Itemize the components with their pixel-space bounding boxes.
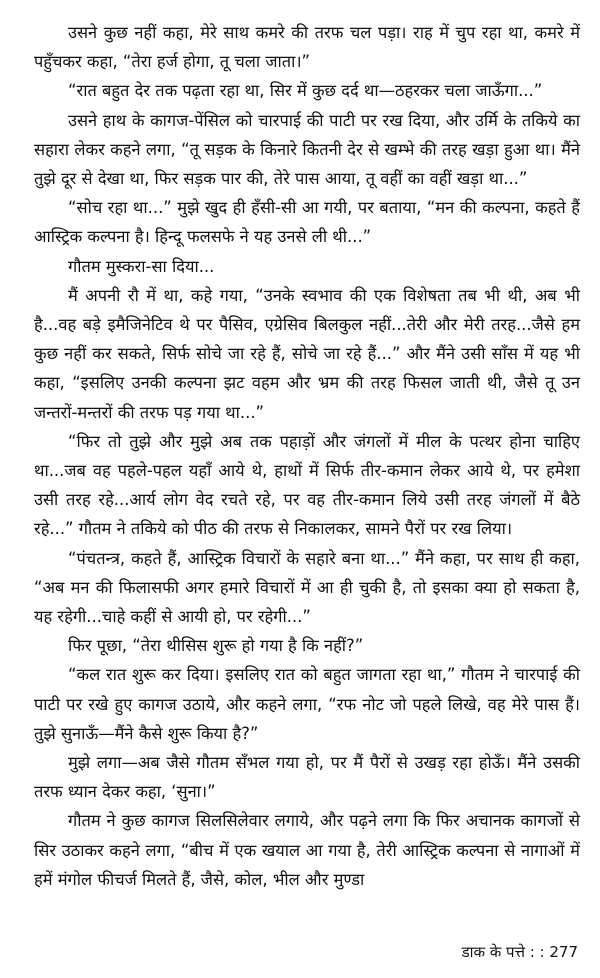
paragraph: गौतम मुस्करा-सा दिया... bbox=[68, 256, 215, 276]
paragraph: मैं अपनी रौ में था, कहे गया, “उनके स्वभाव की एक विशेषता तब भी थी, अब भी है...वह बड़े इमैजिनेटिव थे पर पैसिव, एग्रेसिव बिलकुल नहीं...तेरी और मेरी तरह...जैसे हम कुछ नहीं कर सकते, सिर्फ सोचे जा रहे हैं, सोचे जा रहे हैं...” और मैंने उसी साँस में यह भी कहा, “इसलिए उनकी कल्पना झट वहम और भ्रम की तरह फिसल जाती थी, जैसे तू उन जन्तरों-मन्तरों की तरफ पड़ गया था...” bbox=[34, 285, 580, 422]
body-text bbox=[34, 18, 580, 894]
paragraph: गौतम ने कुछ कागज सिलसिलेवार लगाये, और पढ़ने लगा कि फिर अचानक कागजों से सिर उठाकर कहने लगा, “बीच में एक खयाल आ गया है, तेरी आस्ट्रिक कल्पना से नागाओं में हमें मंगोल फीचर्ज मिलते हैं, जैसे, कोल, भील और मुण्डा bbox=[34, 811, 580, 889]
paragraph: फिर पूछा, “तेरा थीसिस शुरू हो गया है कि नहीं?” bbox=[68, 636, 364, 656]
paragraph: मुझे लगा—अब जैसे गौतम सँभल गया हो, पर मैं पैरों से उखड़ रहा होऊँ। मैंने उसकी तरफ ध्यान देकर कहा, ‘सुना।” bbox=[34, 753, 580, 802]
page-footer bbox=[462, 942, 578, 962]
running-title: डाक के पत्ते bbox=[461, 943, 525, 961]
footer-separator: : : bbox=[524, 943, 550, 961]
paragraph: “कल रात शुरू कर दिया। इसलिए रात को बहुत जागता रहा था,” गौतम ने चारपाई की पाटी पर रखे हुए कागज उठाये, और कहने लगा, “रफ नोट जो पहले लिखे, वह मेरे पास हैं। तुझे सुनाऊँ—मैंने कैसे शुरू किया है?” bbox=[34, 665, 580, 743]
page-number: 277 bbox=[549, 943, 578, 961]
paragraph: “फिर तो तुझे और मुझे अब तक पहाड़ों और जंगलों में मील के पत्थर होना चाहिए था...जब वह पहले-पहल यहाँ आये थे, हाथों में सिर्फ तीर-कमान लेकर आये थे, पर हमेशा उसी तरह रहे...आर्य लोग वेद रचते रहे, पर वह तीर-कमान लिये उसी तरह जंगलों में बैठे रहे...” गौतम ने तकिये को पीठ की तरफ से निकालकर, सामने पैरों पर रख लिया। bbox=[34, 431, 580, 539]
paragraph: “सोच रहा था...” मुझे खुद ही हँसी-सी आ गयी, पर बताया, “मन की कल्पना, कहते हैं आस्ट्रिक कल्पना है। हिन्दू फलसफे ने यह उनसे ली थी...” bbox=[34, 198, 580, 247]
paragraph: उसने कुछ नहीं कहा, मेरे साथ कमरे की तरफ चल पड़ा। राह में चुप रहा था, कमरे में पहुँचकर कहा, “तेरा हर्ज होगा, तू चला जाता।” bbox=[34, 23, 580, 72]
paragraph: “रात बहुत देर तक पढ़ता रहा था, सिर में कुछ दर्द था—ठहरकर चला जाऊँगा...” bbox=[68, 81, 543, 101]
paragraph: “पंचतन्त्र, कहते हैं, आस्ट्रिक विचारों के सहारे बना था...” मैंने कहा, पर साथ ही कहा, “अब मन की फिलासफी अगर हमारे विचारों में आ ही चुकी है, तो इसका क्या हो सकता है, यह रहेगी...चाहे कहीं से आयी हो, पर रहेगी...” bbox=[34, 548, 580, 627]
paragraph: उसने हाथ के कागज-पेंसिल को चारपाई की पाटी पर रख दिया, और उर्मि के तकिये का सहारा लेकर कहने लगा, “तू सड़क के किनारे कितनी देर से खम्भे की तरह खड़ा हुआ था। मैंने तुझे दूर से देखा था, फिर सड़क पार की, तेरे पास आया, तू वहीं का वहीं खड़ा था...” bbox=[34, 110, 580, 189]
